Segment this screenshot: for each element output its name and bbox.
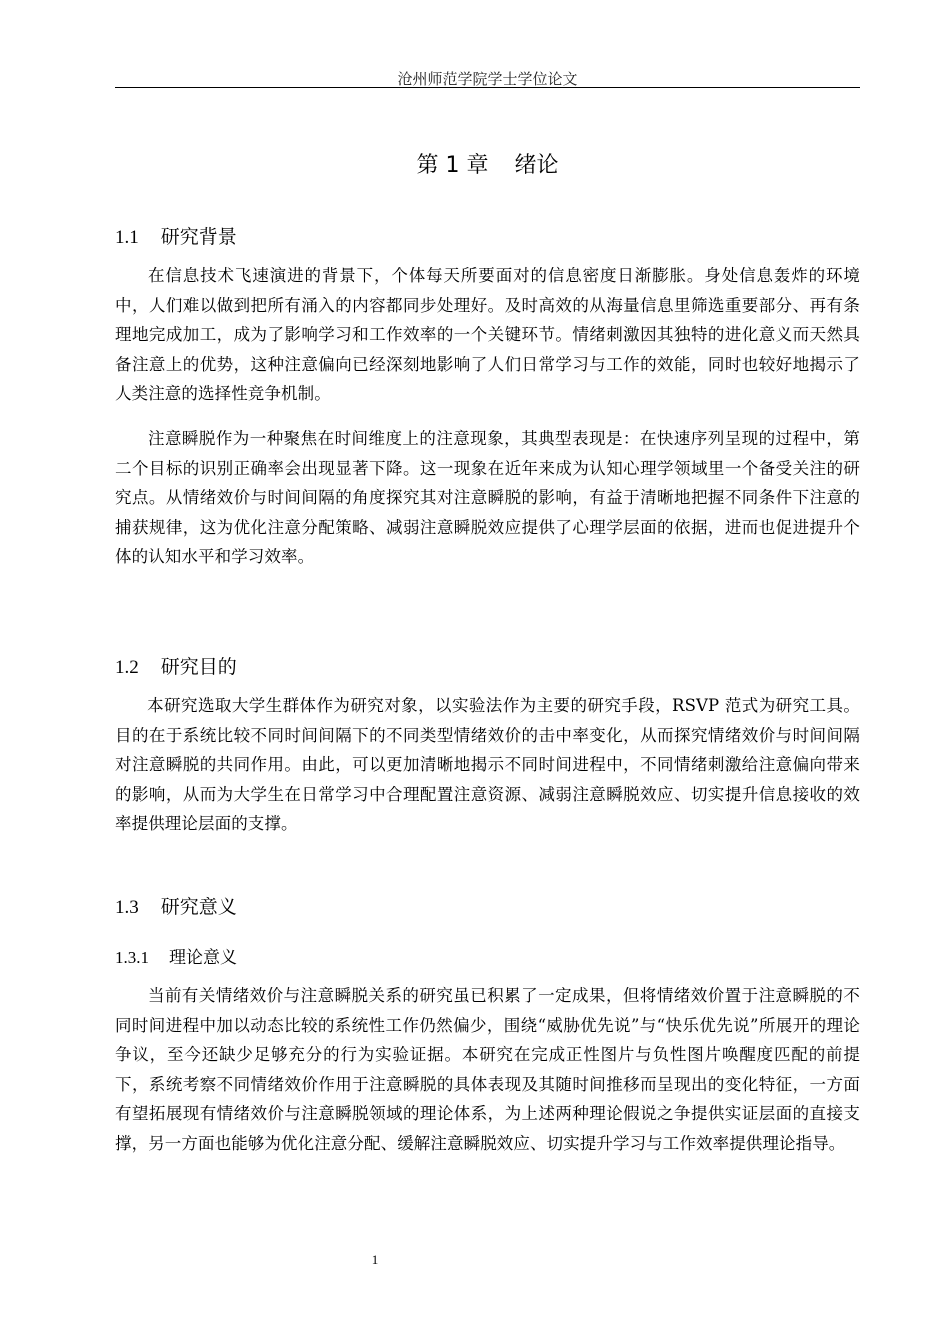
chapter-title <box>115 148 860 179</box>
paragraph: 注意瞬脱作为一种聚焦在时间维度上的注意现象，其典型表现是：在快速序列呈现的过程中，第二个目标的识别正确率会出现显著下降。这一现象在近年来成为认知心理学领域里一个备受关注的研究点。从情绪效价与时间间隔的角度探究其对注意瞬脱的影响，有益于清晰地把握不同条件下注意的捕获规律，这为优化注意分配策略、减弱注意瞬脱效应提供了心理学层面的依据，进而也促进提升个体的认知水平和学习效率。 <box>115 429 860 566</box>
chapter-label: 第 1 章 <box>416 153 489 178</box>
page-number: 1 <box>371 1252 379 1267</box>
paragraph: 当前有关情绪效价与注意瞬脱关系的研究虽已积累了一定成果，但将情绪效价置于注意瞬脱的不同时间进程中加以动态比较的系统性工作仍然偏少，围绕“威胁优先说”与“快乐优先说”所展开的理论争议，至今还缺少足够充分的行为实验证据。本研究在完成正性图片与负性图片唤醒度匹配的前提下，系统考察不同情绪效价作用于注意瞬脱的具体表现及其随时间推移而呈现出的变化特征，一方面有望拓展现有情绪效价与注意瞬脱领域的理论体系，为上述两种理论假说之争提供实证层面的直接支撑，另一方面也能够为优化注意分配、缓解注意瞬脱效应、切实提升学习与工作效率提供理论指导。 <box>115 986 860 1153</box>
section-title: 研究背景 <box>160 226 237 248</box>
section-number: 1.2 <box>115 657 139 678</box>
header-rule <box>115 87 860 88</box>
subsection-heading-1-3-1 <box>115 943 237 968</box>
section-number: 1.1 <box>115 227 139 248</box>
chapter-name: 绪论 <box>514 153 559 178</box>
section-heading-1-2 <box>115 652 237 679</box>
paragraph: 本研究选取大学生群体作为研究对象，以实验法作为主要的研究手段，RSVP 范式为研究工具。目的在于系统比较不同时间间隔下的不同类型情绪效价的击中率变化，从而探究情绪效价与时间间隔对注意瞬脱的共同作用。由此，可以更加清晰地揭示不同时间进程中，不同情绪刺激给注意偏向带来的影响，从而为大学生在日常学习中合理配置注意资源、减弱注意瞬脱效应、切实提升信息接收的效率提供理论层面的支撑。 <box>115 696 860 833</box>
subsection-title: 理论意义 <box>169 948 237 968</box>
subsection-number: 1.3.1 <box>115 948 149 967</box>
paragraph: 在信息技术飞速演进的背景下，个体每天所要面对的信息密度日渐膨胀。身处信息轰炸的环境中，人们难以做到把所有涌入的内容都同步处理好。及时高效的从海量信息里筛选重要部分、再有条理地完成加工，成为了影响学习和工作效率的一个关键环节。情绪刺激因其独特的进化意义而天然具备注意上的优势，这种注意偏向已经深刻地影响了人们日常学习与工作的效能，同时也较好地揭示了人类注意的选择性竞争机制。 <box>115 266 860 403</box>
section-heading-1-1 <box>115 222 237 249</box>
running-header: 沧州师范学院学士学位论文 <box>397 70 578 88</box>
section-heading-1-3 <box>115 892 237 919</box>
section-title: 研究目的 <box>160 656 237 678</box>
section-title: 研究意义 <box>160 896 237 918</box>
section-number: 1.3 <box>115 897 139 918</box>
